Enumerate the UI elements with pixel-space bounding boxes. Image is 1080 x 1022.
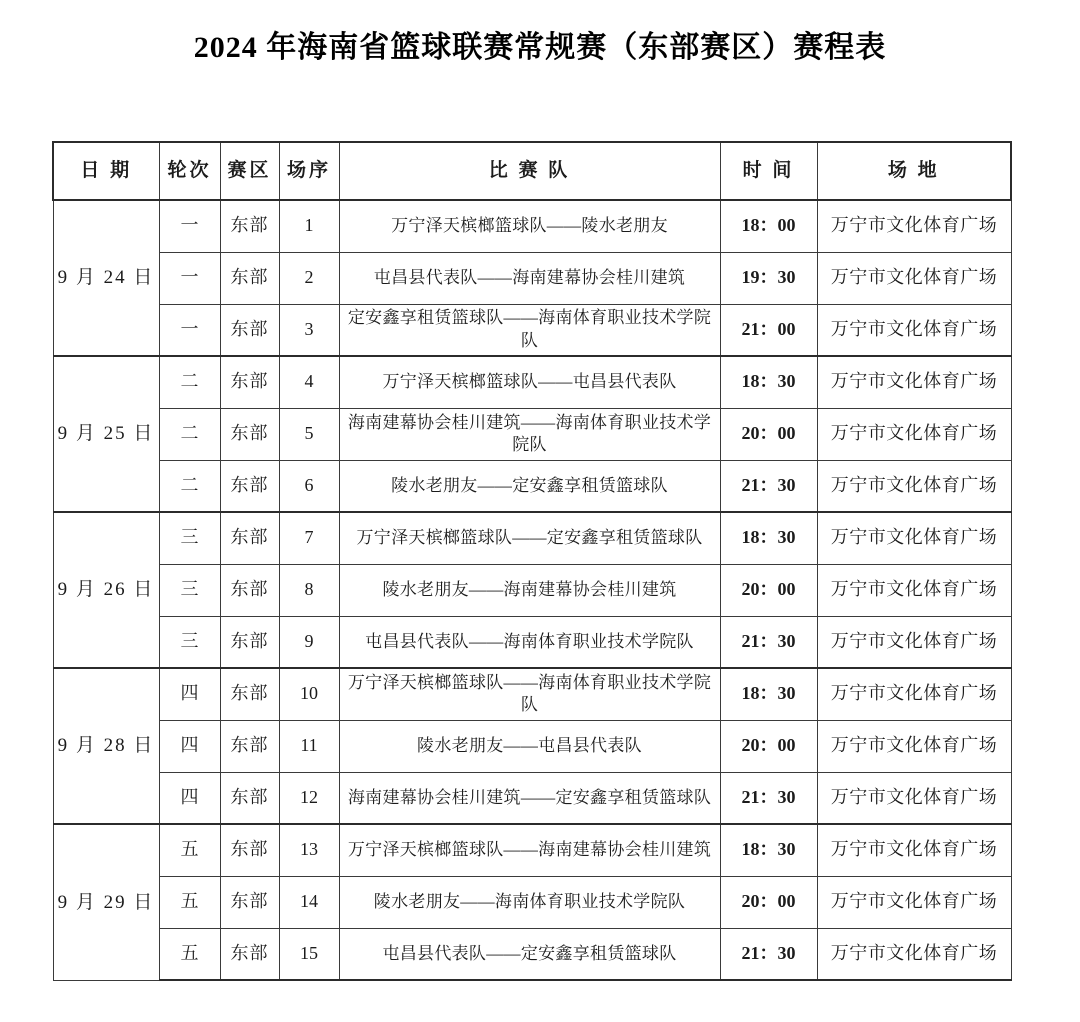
cell-game: 8 [279, 564, 339, 616]
table-row [53, 460, 1011, 512]
cell-venue: 万宁市文化体育广场 [817, 772, 1011, 824]
cell-date: 9 月 24 日 [53, 200, 159, 356]
cell-round: 五 [159, 824, 220, 876]
cell-zone: 东部 [220, 356, 279, 408]
cell-game: 10 [279, 668, 339, 720]
cell-zone: 东部 [220, 408, 279, 460]
column-header-venue: 场 地 [817, 142, 1011, 200]
cell-game: 3 [279, 304, 339, 356]
cell-teams: 万宁泽天槟榔篮球队——海南建幕协会桂川建筑 [339, 824, 720, 876]
cell-game: 7 [279, 512, 339, 564]
cell-teams: 定安鑫享租赁篮球队——海南体育职业技术学院队 [339, 304, 720, 356]
cell-game: 9 [279, 616, 339, 668]
cell-teams: 陵水老朋友——屯昌县代表队 [339, 720, 720, 772]
cell-zone: 东部 [220, 512, 279, 564]
cell-teams: 万宁泽天槟榔篮球队——陵水老朋友 [339, 200, 720, 252]
cell-venue: 万宁市文化体育广场 [817, 824, 1011, 876]
cell-zone: 东部 [220, 564, 279, 616]
cell-time: 19：30 [720, 252, 817, 304]
cell-round: 二 [159, 408, 220, 460]
table-header-row [53, 142, 1011, 200]
cell-game: 2 [279, 252, 339, 304]
cell-venue: 万宁市文化体育广场 [817, 200, 1011, 252]
cell-round: 一 [159, 200, 220, 252]
cell-game: 15 [279, 928, 339, 980]
cell-teams: 万宁泽天槟榔篮球队——定安鑫享租赁篮球队 [339, 512, 720, 564]
cell-venue: 万宁市文化体育广场 [817, 564, 1011, 616]
table-row [53, 512, 1011, 564]
cell-zone: 东部 [220, 304, 279, 356]
column-header-round: 轮次 [159, 142, 220, 200]
cell-zone: 东部 [220, 876, 279, 928]
cell-time: 21：30 [720, 772, 817, 824]
cell-time: 18：30 [720, 356, 817, 408]
table-row [53, 252, 1011, 304]
cell-teams: 陵水老朋友——海南体育职业技术学院队 [339, 876, 720, 928]
cell-venue: 万宁市文化体育广场 [817, 408, 1011, 460]
cell-round: 四 [159, 772, 220, 824]
table-row [53, 928, 1011, 980]
column-header-teams: 比 赛 队 [339, 142, 720, 200]
cell-time: 18：30 [720, 824, 817, 876]
cell-game: 1 [279, 200, 339, 252]
cell-round: 四 [159, 720, 220, 772]
column-header-zone: 赛区 [220, 142, 279, 200]
cell-round: 一 [159, 304, 220, 356]
table-row [53, 564, 1011, 616]
cell-game: 4 [279, 356, 339, 408]
column-header-time: 时 间 [720, 142, 817, 200]
cell-time: 21：30 [720, 460, 817, 512]
table-row [53, 824, 1011, 876]
cell-time: 20：00 [720, 408, 817, 460]
cell-venue: 万宁市文化体育广场 [817, 460, 1011, 512]
cell-venue: 万宁市文化体育广场 [817, 304, 1011, 356]
cell-time: 21：30 [720, 928, 817, 980]
cell-zone: 东部 [220, 928, 279, 980]
cell-round: 一 [159, 252, 220, 304]
cell-teams: 万宁泽天槟榔篮球队——屯昌县代表队 [339, 356, 720, 408]
cell-venue: 万宁市文化体育广场 [817, 252, 1011, 304]
cell-time: 20：00 [720, 720, 817, 772]
cell-venue: 万宁市文化体育广场 [817, 512, 1011, 564]
cell-venue: 万宁市文化体育广场 [817, 876, 1011, 928]
cell-teams: 屯昌县代表队——海南建幕协会桂川建筑 [339, 252, 720, 304]
cell-time: 21：00 [720, 304, 817, 356]
table-row [53, 876, 1011, 928]
table-row [53, 668, 1011, 720]
cell-venue: 万宁市文化体育广场 [817, 616, 1011, 668]
cell-teams: 海南建幕协会桂川建筑——定安鑫享租赁篮球队 [339, 772, 720, 824]
cell-zone: 东部 [220, 460, 279, 512]
cell-game: 6 [279, 460, 339, 512]
cell-round: 二 [159, 460, 220, 512]
cell-time: 18：30 [720, 512, 817, 564]
table-row [53, 616, 1011, 668]
cell-game: 11 [279, 720, 339, 772]
cell-zone: 东部 [220, 668, 279, 720]
cell-zone: 东部 [220, 772, 279, 824]
cell-zone: 东部 [220, 720, 279, 772]
cell-round: 五 [159, 876, 220, 928]
table-row [53, 304, 1011, 356]
page-title: 2024 年海南省篮球联赛常规赛（东部赛区）赛程表 [193, 31, 887, 64]
cell-time: 18：00 [720, 200, 817, 252]
cell-zone: 东部 [220, 200, 279, 252]
table-row [53, 200, 1011, 252]
cell-venue: 万宁市文化体育广场 [817, 928, 1011, 980]
cell-teams: 陵水老朋友——定安鑫享租赁篮球队 [339, 460, 720, 512]
cell-date: 9 月 25 日 [53, 356, 159, 512]
cell-teams: 陵水老朋友——海南建幕协会桂川建筑 [339, 564, 720, 616]
cell-venue: 万宁市文化体育广场 [817, 356, 1011, 408]
cell-game: 13 [279, 824, 339, 876]
cell-round: 五 [159, 928, 220, 980]
cell-venue: 万宁市文化体育广场 [817, 668, 1011, 720]
table-body [53, 200, 1011, 980]
cell-teams: 万宁泽天槟榔篮球队——海南体育职业技术学院队 [339, 668, 720, 720]
cell-venue: 万宁市文化体育广场 [817, 720, 1011, 772]
column-header-date: 日 期 [53, 142, 159, 200]
cell-zone: 东部 [220, 616, 279, 668]
cell-round: 三 [159, 512, 220, 564]
cell-zone: 东部 [220, 824, 279, 876]
cell-round: 二 [159, 356, 220, 408]
cell-round: 三 [159, 564, 220, 616]
cell-game: 14 [279, 876, 339, 928]
cell-teams: 屯昌县代表队——定安鑫享租赁篮球队 [339, 928, 720, 980]
cell-date: 9 月 28 日 [53, 668, 159, 824]
table-header [53, 142, 1011, 200]
table-row [53, 772, 1011, 824]
schedule-table-container [52, 141, 1010, 981]
cell-round: 四 [159, 668, 220, 720]
cell-round: 三 [159, 616, 220, 668]
schedule-table [52, 141, 1012, 981]
cell-time: 18：30 [720, 668, 817, 720]
cell-time: 20：00 [720, 564, 817, 616]
table-row [53, 720, 1011, 772]
table-row [53, 356, 1011, 408]
cell-time: 20：00 [720, 876, 817, 928]
cell-zone: 东部 [220, 252, 279, 304]
table-row [53, 408, 1011, 460]
cell-teams: 海南建幕协会桂川建筑——海南体育职业技术学院队 [339, 408, 720, 460]
cell-date: 9 月 26 日 [53, 512, 159, 668]
cell-date: 9 月 29 日 [53, 824, 159, 980]
cell-time: 21：30 [720, 616, 817, 668]
cell-teams: 屯昌县代表队——海南体育职业技术学院队 [339, 616, 720, 668]
cell-game: 5 [279, 408, 339, 460]
cell-game: 12 [279, 772, 339, 824]
column-header-game-no: 场序 [279, 142, 339, 200]
